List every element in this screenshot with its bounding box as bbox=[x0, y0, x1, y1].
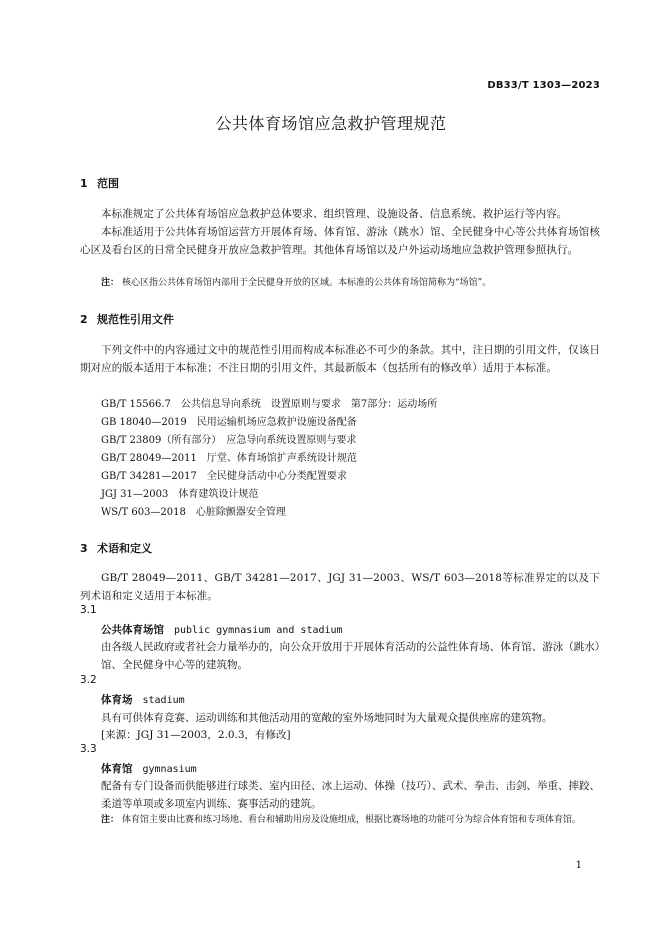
term-definition: 具有可供体育竞赛、运动训练和其他活动用的宽敞的室外场地同时为大量观众提供座席的建筑物。 bbox=[101, 712, 553, 724]
reference-item: JGJ 31—2003 体育建筑设计规范 bbox=[101, 489, 259, 500]
section-title: 规范性引用文件 bbox=[97, 313, 174, 326]
scope-paragraph-2: 本标准适用于公共体育场馆运营方开展体育场、体育馆、游泳（跳水）馆、全民健身中心等公共体育场馆核心区及看台区的日常全民健身开放应急救护管理。其他体育场馆以及户外运动场地应急救护管理参照执行。 bbox=[80, 226, 600, 256]
scope-note bbox=[101, 275, 600, 292]
term-en: public gymnasium and stadium bbox=[174, 625, 343, 636]
term-definition: 由各级人民政府或者社会力量举办的，向公众开放用于开展体育活动的公益性体育场、体育馆、游泳（跳水）馆、全民健身中心等的建筑物。 bbox=[101, 641, 600, 671]
term-number: 3.2 bbox=[80, 674, 97, 686]
references-intro: 下列文件中的内容通过文中的规范性引用而构成本标准必不可少的条款。其中，注日期的引用文件，仅该日期对应的版本适用于本标准；不注日期的引用文件，其最新版本（包括所有的修改单）适用于本标准。 bbox=[80, 344, 600, 374]
note-text: 核心区指公共体育场馆内部用于全民健身开放的区域。本标准的公共体育场馆简称为“场馆”。 bbox=[122, 278, 492, 288]
reference-item: WS/T 603—2018 心脏除颤器安全管理 bbox=[101, 507, 286, 518]
reference-item: GB/T 28049—2011 厅堂、体育场馆扩声系统设计规范 bbox=[101, 453, 357, 464]
section-heading-references bbox=[80, 311, 174, 327]
term-title bbox=[101, 622, 343, 637]
section-number: 3 bbox=[80, 542, 88, 555]
scope-paragraph-1: 本标准规定了公共体育场馆应急救护总体要求、组织管理、设施设备、信息系统、救护运行等内容。 bbox=[101, 208, 568, 220]
term-zh: 体育场 bbox=[101, 694, 133, 706]
term-zh: 体育馆 bbox=[101, 763, 133, 775]
term-title bbox=[101, 692, 185, 707]
term-source: [来源：JGJ 31—2003，2.0.3，有修改] bbox=[101, 729, 291, 741]
note-text: 体育馆主要由比赛和练习场地、看台和辅助用房及设施组成，根据比赛场地的功能可分为综合体育馆和专项体育馆。 bbox=[122, 815, 582, 825]
section-number: 2 bbox=[80, 313, 88, 326]
reference-item: GB 18040—2019 民用运输机场应急救护设施设备配备 bbox=[101, 417, 357, 428]
section-number: 1 bbox=[80, 177, 88, 190]
term-definition: 配备有专门设备而供能够进行球类、室内田径、冰上运动、体操（技巧）、武术、拳击、击剑、举重、摔跤、柔道等单项或多项室内训练、赛事活动的建筑。 bbox=[101, 780, 600, 810]
page-number: 1 bbox=[575, 860, 582, 871]
section-heading-terms bbox=[80, 540, 152, 556]
standard-code: DB33/T 1303—2023 bbox=[487, 80, 600, 91]
document-title: 公共体育场馆应急救护管理规范 bbox=[215, 114, 447, 133]
term-title bbox=[101, 761, 197, 776]
terms-intro: GB/T 28049—2011、GB/T 34281—2017、JGJ 31—2003、WS/T 603—2018等标准界定的以及下列术语和定义适用于本标准。 bbox=[80, 572, 600, 602]
section-title: 范围 bbox=[97, 177, 119, 190]
term-en: gymnasium bbox=[142, 764, 197, 775]
reference-item: GB/T 15566.7 公共信息导向系统 设置原则与要求 第7部分：运动场所 bbox=[101, 399, 438, 410]
term-number: 3.1 bbox=[80, 604, 97, 616]
section-heading-scope bbox=[80, 175, 119, 191]
section-title: 术语和定义 bbox=[97, 542, 152, 555]
note-label: 注： bbox=[101, 278, 120, 288]
term-note bbox=[101, 812, 618, 829]
reference-item: GB/T 34281—2017 全民健身活动中心分类配置要求 bbox=[101, 471, 347, 482]
term-number: 3.3 bbox=[80, 743, 97, 755]
reference-item: GB/T 23809（所有部分） 应急导向系统设置原则与要求 bbox=[101, 435, 357, 446]
term-en: stadium bbox=[142, 695, 185, 706]
note-label: 注： bbox=[101, 815, 120, 825]
term-zh: 公共体育场馆 bbox=[101, 624, 164, 636]
